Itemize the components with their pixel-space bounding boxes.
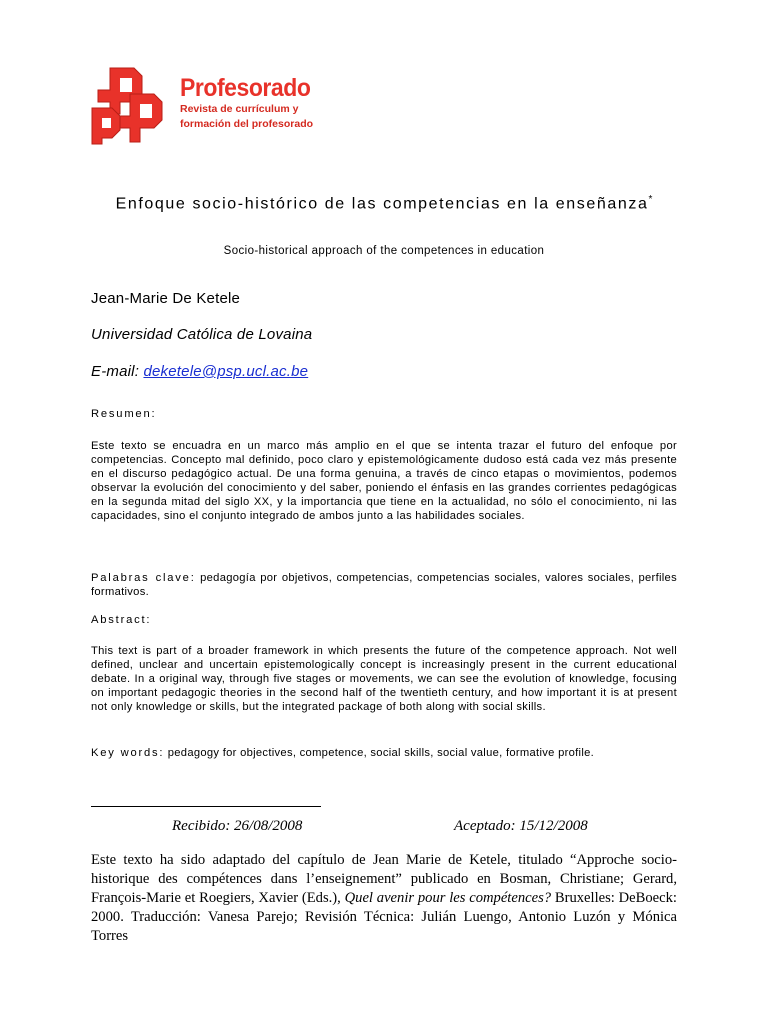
author-email	[91, 363, 308, 380]
abstract-heading: Abstract:	[91, 614, 152, 626]
journal-name: Profesorado	[180, 74, 311, 102]
author-affiliation: Universidad Católica de Lovaina	[91, 326, 313, 343]
footnote-divider	[91, 806, 321, 807]
profesorado-logo-icon	[90, 64, 176, 146]
palabras-clave-text: pedagogía por objetivos, competencias, competencias sociales, valores sociales, perfiles formativos.	[91, 572, 677, 598]
key-words-text: pedagogy for objectives, competence, social skills, social value, formative profile.	[167, 747, 595, 759]
key-words	[91, 746, 677, 760]
palabras-clave-label: Palabras clave:	[91, 572, 196, 584]
journal-subtitle-line2: formación del profesorado	[180, 118, 314, 130]
author-name: Jean-Marie De Ketele	[91, 290, 241, 307]
received-date: Recibido: 26/08/2008	[172, 818, 303, 834]
title-footnote-mark: *	[648, 194, 653, 205]
paper-title-text: Enfoque socio-histórico de las competencias en la enseñanza	[115, 195, 649, 213]
abstract-text: This text is part of a broader framework in which presents the future of the competence approach. Not well defined, unclear and uncertain epistemologically concept is increasingly present in the current educational debate. In a original way, through five stages or movements, we can see the evolution of knowledge, focusing on important pedagogic theories in the second half of the twentieth century, and how important it is at present not only knowledge or skills, but the integrated package of both along with social skills.	[91, 645, 677, 713]
resumen-heading: Resumen:	[91, 408, 157, 420]
journal-subtitle-line1: Revista de currículum y	[180, 103, 299, 115]
footnote-part1: Este texto ha sido adaptado del capítulo de Jean Marie de Ketele, titulado “Approche socio-historique des compétences dans l’enseignement” publicado en Bosman, Christiane; Gerard, François-Marie et Roegiers, Xavier (Eds.),	[91, 852, 677, 906]
footnote-part2: Bruxelles: DeBoeck: 2000. Traducción: Vanesa Parejo; Revisión Técnica: Julián Luengo, Antonio Luzón y Mónica Torres	[91, 890, 677, 944]
resumen-text: Este texto se encuadra en un marco más amplio en el que se intenta trazar el futuro del enfoque por competencias. Concepto mal definido, poco claro y epistemológicamente dudoso está cada vez más presente en el discurso pedagógico actual. De una forma genuina, a través de cinco etapas o movimientos, podemos observar la evolución del conocimiento y del saber, poniendo el énfasis en las grandes corrientes pedagógicas en la segunda mitad del siglo XX, y la importancia que tiene en la actualidad, no sólo el conocimiento, ni las capacidades, sino el conjunto integrado de ambos junto a las habilidades sociales.	[91, 440, 677, 522]
accepted-date: Aceptado: 15/12/2008	[454, 818, 588, 834]
email-label: E-mail:	[91, 363, 140, 380]
paper-title	[100, 190, 668, 214]
key-words-label: Key words:	[91, 747, 165, 759]
paper-subtitle-english: Socio-historical approach of the competences in education	[223, 245, 545, 257]
palabras-clave	[91, 571, 677, 599]
email-link[interactable]: deketele@psp.ucl.ac.be	[143, 363, 309, 380]
footnote-text	[91, 851, 677, 946]
journal-logo	[90, 64, 330, 154]
footnote-book-title: Quel avenir pour les compétences?	[344, 890, 552, 906]
